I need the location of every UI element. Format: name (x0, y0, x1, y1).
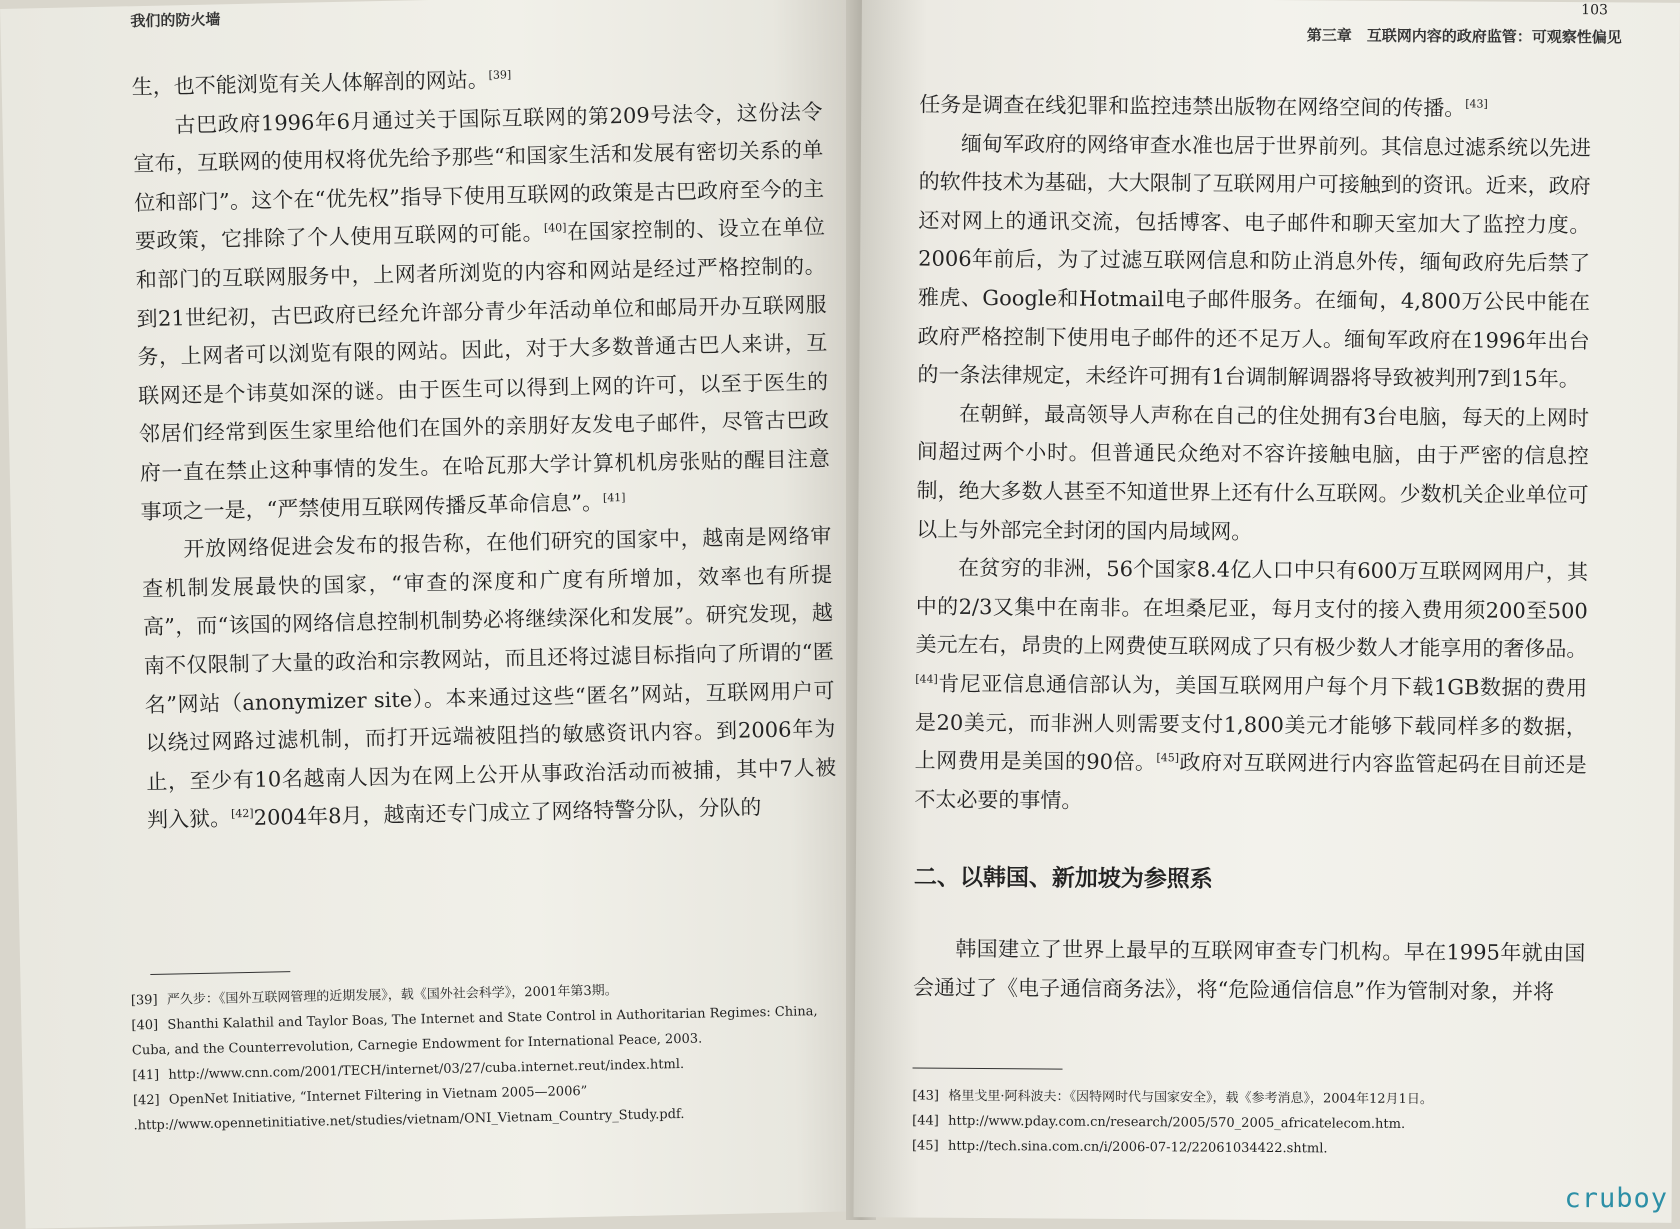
paragraph-text: 生，也不能浏览有关人体解剖的网站。 (131, 67, 489, 100)
paragraph-text: 政府对互联网进行内容监管起码在目前还是不太必要的事情。 (914, 750, 1587, 813)
citation-marker: [45] (1156, 751, 1180, 765)
footnote-number: [39] (130, 992, 158, 1009)
paragraph (141, 517, 837, 840)
right-body-text (913, 86, 1591, 1012)
paragraph-text: 在朝鲜，最高领导人声称在自己的住处拥有3台电脑，每天的上网时间超过两个小时。但普通民众绝对不容许接触电脑，由于严密的信息控制，绝大多数人甚至不知道世界上还有什么互联网。少数机关企业单位可以上与外部完全封闭的国内局域网。 (916, 401, 1590, 544)
footnote-text: http://www.pday.com.cn/research/2005/570_2005_africatelecom.htm. (948, 1113, 1406, 1132)
citation-marker: [44] (915, 672, 938, 686)
paragraph-text: 韩国建立了世界上最早的互联网审查专门机构。早在1995年就由国会通过了《电子通信商务法》，将“危险通信信息”作为管制对象，并将 (913, 937, 1586, 1004)
watermark: cruboy (1564, 1183, 1668, 1214)
footnote-text: OpenNet Initiative, “Internet Filtering in Vietnam 2005—2006” .http://www.opennetinitiative.net/studies/vietnam/ONI_Vietnam_Country_Study.pdf. (133, 1083, 685, 1134)
right-page (853, 0, 1679, 1223)
footnote-text: http://tech.sina.com.cn/i/2006-07-12/22061034422.shtml. (947, 1138, 1328, 1157)
paragraph-text: 缅甸军政府的网络审查水准也居于世界前列。其信息过滤系统以先进的软件技术为基础，大大限制了互联网用户可接触到的资讯。近来，政府还对网上的通讯交流，包括博客、电子邮件和聊天室加大了监控力度。2006年前后，为了过滤互联网信息和防止消息外传，缅甸政府先后禁了雅虎、Google和Hotmail电子邮件服务。在缅甸，4,800万公民中能在政府严格控制下使用电子邮件的还不足万人。缅甸军政府在1996年出台的一条法律规定，未经许可拥有1台调制解调器将导致被判刑7到15年。 (917, 131, 1592, 392)
citation-marker: [41] (602, 490, 626, 504)
footnote-number: [43] (912, 1088, 940, 1104)
footnote-text: Shanthi Kalathil and Taylor Boas, The Internet and State Control in Authoritarian Regimes: China, Cuba, and the Counterrevolution, Carnegie Endowment for International Peace, 2003. (131, 1004, 818, 1059)
right-footnote-rule (913, 1068, 1063, 1070)
paragraph-text: 在贫穷的非洲，56个国家8.4亿人口中只有600万互联网网用户，其中的2/3又集中在南非。在坦桑尼亚，每月支付的接入费用须200至500美元左右，昂贵的上网费使互联网成了只有极少数人才能享用的奢侈品。 (915, 555, 1589, 662)
citation-marker: [40] (543, 221, 567, 236)
citation-marker: [43] (1465, 97, 1488, 111)
paragraph-text: 开放网络促进会发布的报告称，在他们研究的国家中，越南是网络审查机制发展最快的国家，“审查的深度和广度有所增加，效率也有所提高”，而“该国的网络信息控制机制势必将继续深化和发展”。研究发现，越南不仅限制了大量的政治和宗教网站，而且还将过滤目标指向了所谓的“匿名”网站（anonymizer site）。本来通过这些“匿名”网站，互联网用户可以绕过网路过滤机制，而打开远端被阻挡的敏感资讯内容。到2006年为止，至少有10名越南人因为在网上公开从事政治活动而被捕，其中7人被判入狱。 (142, 523, 837, 833)
footnote-number: [41] (132, 1067, 160, 1084)
left-running-head: 我们的防火墙 (130, 10, 221, 31)
paragraph-text: 2004年8月，越南还专门成立了网络特警分队，分队的 (253, 795, 762, 831)
right-running-head: 第三章 互联网内容的政府监管：可观察性偏见 (1306, 26, 1622, 47)
citation-marker: [42] (230, 807, 254, 821)
footnote (912, 1134, 1572, 1164)
left-footnotes (131, 974, 824, 1138)
footnote-number: [42] (132, 1092, 160, 1109)
footnote-text: http://www.cnn.com/2001/TECH/internet/03/27/cuba.internet.reut/index.html. (168, 1056, 685, 1083)
paragraph (916, 394, 1589, 553)
left-body-text (131, 54, 837, 840)
left-footnote-rule (150, 971, 290, 975)
footnote-number: [45] (911, 1138, 939, 1154)
section-heading: 二、以韩国、新加坡为参照系 (913, 864, 1213, 893)
paragraph (914, 549, 1588, 824)
paragraph-text: 在国家控制的、设立在单位和部门的互联网服务中，上网者所浏览的内容和网站是经过严格控制的。到21世纪初，古巴政府已经允许部分青少年活动单位和邮局开办互联网服务，上网者可以浏览有限的网站。因此，对于大多数普通古巴人来讲，互联网还是个讳莫如深的谜。由于医生可以得到上网的许可，以至于医生的邻居们经常到医生家里给他们在国外的亲朋好友发电子邮件，尽管古巴政府一直在禁止这种事情的发生。在哈瓦那大学计算机机房张贴的醒目注意事项之一是，“严禁使用互联网传播反革命信息”。 (135, 215, 830, 524)
paragraph (132, 92, 831, 531)
footnote-text: 严久步：《国外互联网管理的近期发展》，载《国外社会科学》，2001年第3期。 (166, 983, 618, 1008)
footnote-text: 格里戈里·阿科波夫：《因特网时代与国家安全》，载《参考消息》，2004年12月1日。 (948, 1088, 1433, 1108)
paragraph-text: 肯尼亚信息通信部认为，美国互联网用户每个月下载1GB数据的费用是20美元，而非洲人则需要支付1,800美元才能够下载同样多的数据，上网费用是美国的90倍。 (914, 671, 1588, 775)
footnote-number: [44] (912, 1113, 939, 1129)
paragraph (913, 930, 1586, 1012)
paragraph-text: 任务是调查在线犯罪和监控违禁出版物在网络空间的传播。 (919, 92, 1466, 121)
citation-marker: [39] (488, 68, 512, 82)
paragraph (917, 124, 1591, 399)
page-number: 103 (1581, 2, 1608, 19)
paragraph (919, 86, 1591, 129)
footnote-number: [40] (131, 1017, 159, 1034)
paragraph-text: 古巴政府1996年6月通过关于国际互联网的第209号法令，这份法令宣布，互联网的使用权将优先给予那些“和国家生活和发展有密切关系的单位和部门”。这个在“优先权”指导下使用互联网的政策是古巴政府至今的主要政策，它排除了个人使用互联网的可能。 (133, 99, 825, 254)
right-footnotes (912, 1084, 1573, 1164)
